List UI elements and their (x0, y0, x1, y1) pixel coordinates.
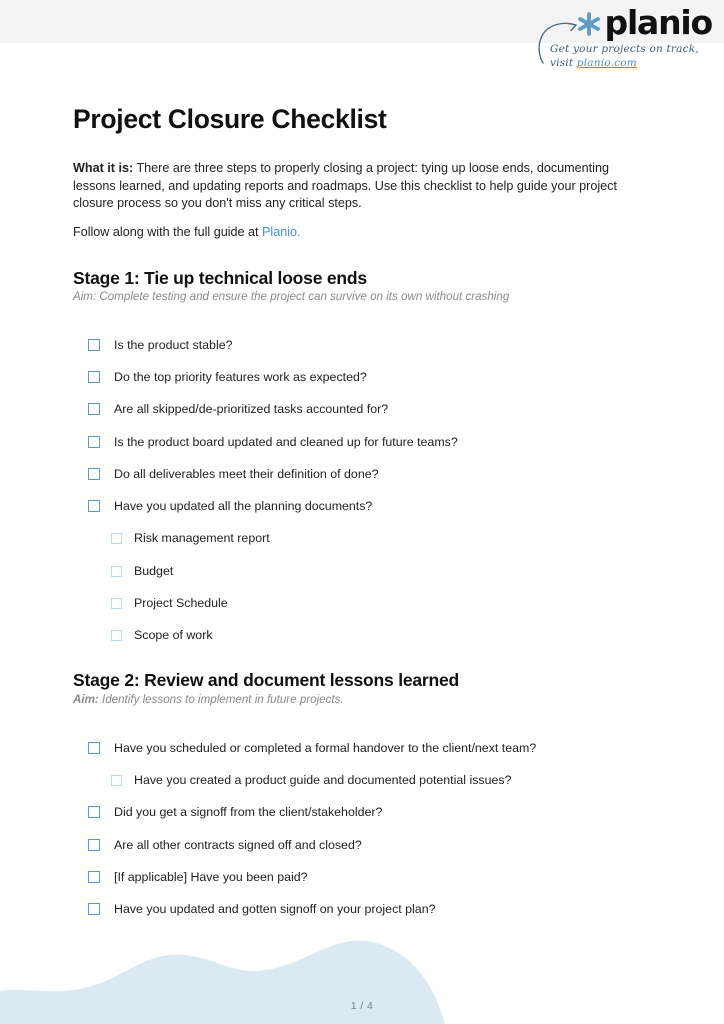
asterisk-icon (576, 11, 602, 37)
checklist-item[interactable] (111, 596, 228, 610)
checkbox-icon[interactable] (111, 566, 122, 577)
checklist-item[interactable] (88, 902, 435, 916)
checklist-item-label: [If applicable] Have you been paid? (114, 870, 308, 884)
checklist-item[interactable] (88, 467, 379, 481)
intro-text: There are three steps to properly closing a project: tying up loose ends, documenting lessons learned, and updating reports and roadmaps. Use this checklist to help guide your project closure process so you don't miss any critical steps. (73, 161, 617, 210)
checklist-item[interactable] (88, 805, 382, 819)
checklist-item[interactable] (111, 628, 213, 642)
checklist-item-label: Have you updated all the planning documents? (114, 499, 373, 513)
checklist-item-label: Have you created a product guide and documented potential issues? (134, 773, 512, 787)
checklist-item-label: Is the product stable? (114, 338, 233, 352)
brand-tagline (550, 42, 710, 70)
checkbox-icon[interactable] (88, 839, 100, 851)
stage-1-aim (73, 290, 509, 303)
brand-block (532, 3, 712, 84)
stage-1-title: Stage 1: Tie up technical loose ends (73, 268, 367, 288)
intro-label: What it is: (73, 161, 134, 175)
intro-paragraph (73, 160, 653, 213)
checkbox-icon[interactable] (88, 871, 100, 883)
tagline-line-2-prefix: visit (550, 57, 577, 69)
checklist-item-label: Budget (134, 564, 174, 578)
checklist-item-label: Are all other contracts signed off and closed? (114, 838, 362, 852)
checkbox-icon[interactable] (88, 500, 100, 512)
checkbox-icon[interactable] (88, 339, 100, 351)
checkbox-icon[interactable] (111, 775, 122, 786)
stage-2-aim (73, 693, 344, 706)
checkbox-icon[interactable] (88, 903, 100, 915)
stage-2-aim-label: Aim: (73, 693, 99, 706)
page-number: 1 / 4 (350, 1000, 374, 1012)
checklist-item[interactable] (88, 435, 458, 449)
checkbox-icon[interactable] (88, 468, 100, 480)
checklist-item-label: Do all deliverables meet their definition of done? (114, 467, 379, 481)
checklist-item[interactable] (88, 838, 362, 852)
checklist-item-label: Are all skipped/de-prioritized tasks accounted for? (114, 402, 389, 416)
checklist-item-label: Project Schedule (134, 596, 228, 610)
brand-wordmark: planio (604, 3, 712, 42)
checkbox-icon[interactable] (111, 533, 122, 544)
checklist-item[interactable] (111, 773, 511, 787)
checklist-item[interactable] (111, 564, 173, 578)
brand-logo (576, 3, 712, 42)
page-title: Project Closure Checklist (73, 104, 387, 134)
checklist-item[interactable] (88, 499, 372, 513)
checklist-item[interactable] (88, 870, 308, 884)
follow-text: Follow along with the full guide at (73, 225, 263, 239)
checkbox-icon[interactable] (88, 436, 100, 448)
checklist-item-label: Scope of work (134, 628, 213, 642)
checkbox-icon[interactable] (88, 403, 100, 415)
stage-2-title: Stage 2: Review and document lessons learned (73, 670, 460, 690)
checklist-item-label: Have you scheduled or completed a formal handover to the client/next team? (114, 741, 537, 755)
stage-1-aim-text: Complete testing and ensure the project can survive on its own without crashing (96, 290, 510, 303)
stage-2-aim-text: Identify lessons to implement in future projects. (98, 693, 344, 706)
tagline-link[interactable]: planio.com (576, 57, 637, 69)
checkbox-icon[interactable] (111, 630, 122, 641)
checkbox-icon[interactable] (88, 806, 100, 818)
checklist-item-label: Did you get a signoff from the client/stakeholder? (114, 805, 383, 819)
checkbox-icon[interactable] (111, 598, 122, 609)
checklist-item[interactable] (88, 402, 388, 416)
checklist-item-label: Do the top priority features work as expected? (114, 370, 367, 384)
checklist-item[interactable] (88, 741, 536, 755)
tagline-line-1: Get your projects on track, (550, 43, 699, 55)
checkbox-icon[interactable] (88, 371, 100, 383)
checkbox-icon[interactable] (88, 742, 100, 754)
checklist-item-label: Risk management report (134, 531, 270, 545)
checklist-item-label: Have you updated and gotten signoff on your project plan? (114, 902, 436, 916)
planio-guide-link[interactable]: Planio. (262, 225, 301, 239)
follow-paragraph (73, 224, 301, 242)
checklist-item[interactable] (88, 370, 367, 384)
checklist-item[interactable] (111, 531, 270, 545)
checklist-item[interactable] (88, 338, 232, 352)
checklist-item-label: Is the product board updated and cleaned up for future teams? (114, 435, 458, 449)
stage-1-aim-label: Aim: (73, 290, 97, 303)
